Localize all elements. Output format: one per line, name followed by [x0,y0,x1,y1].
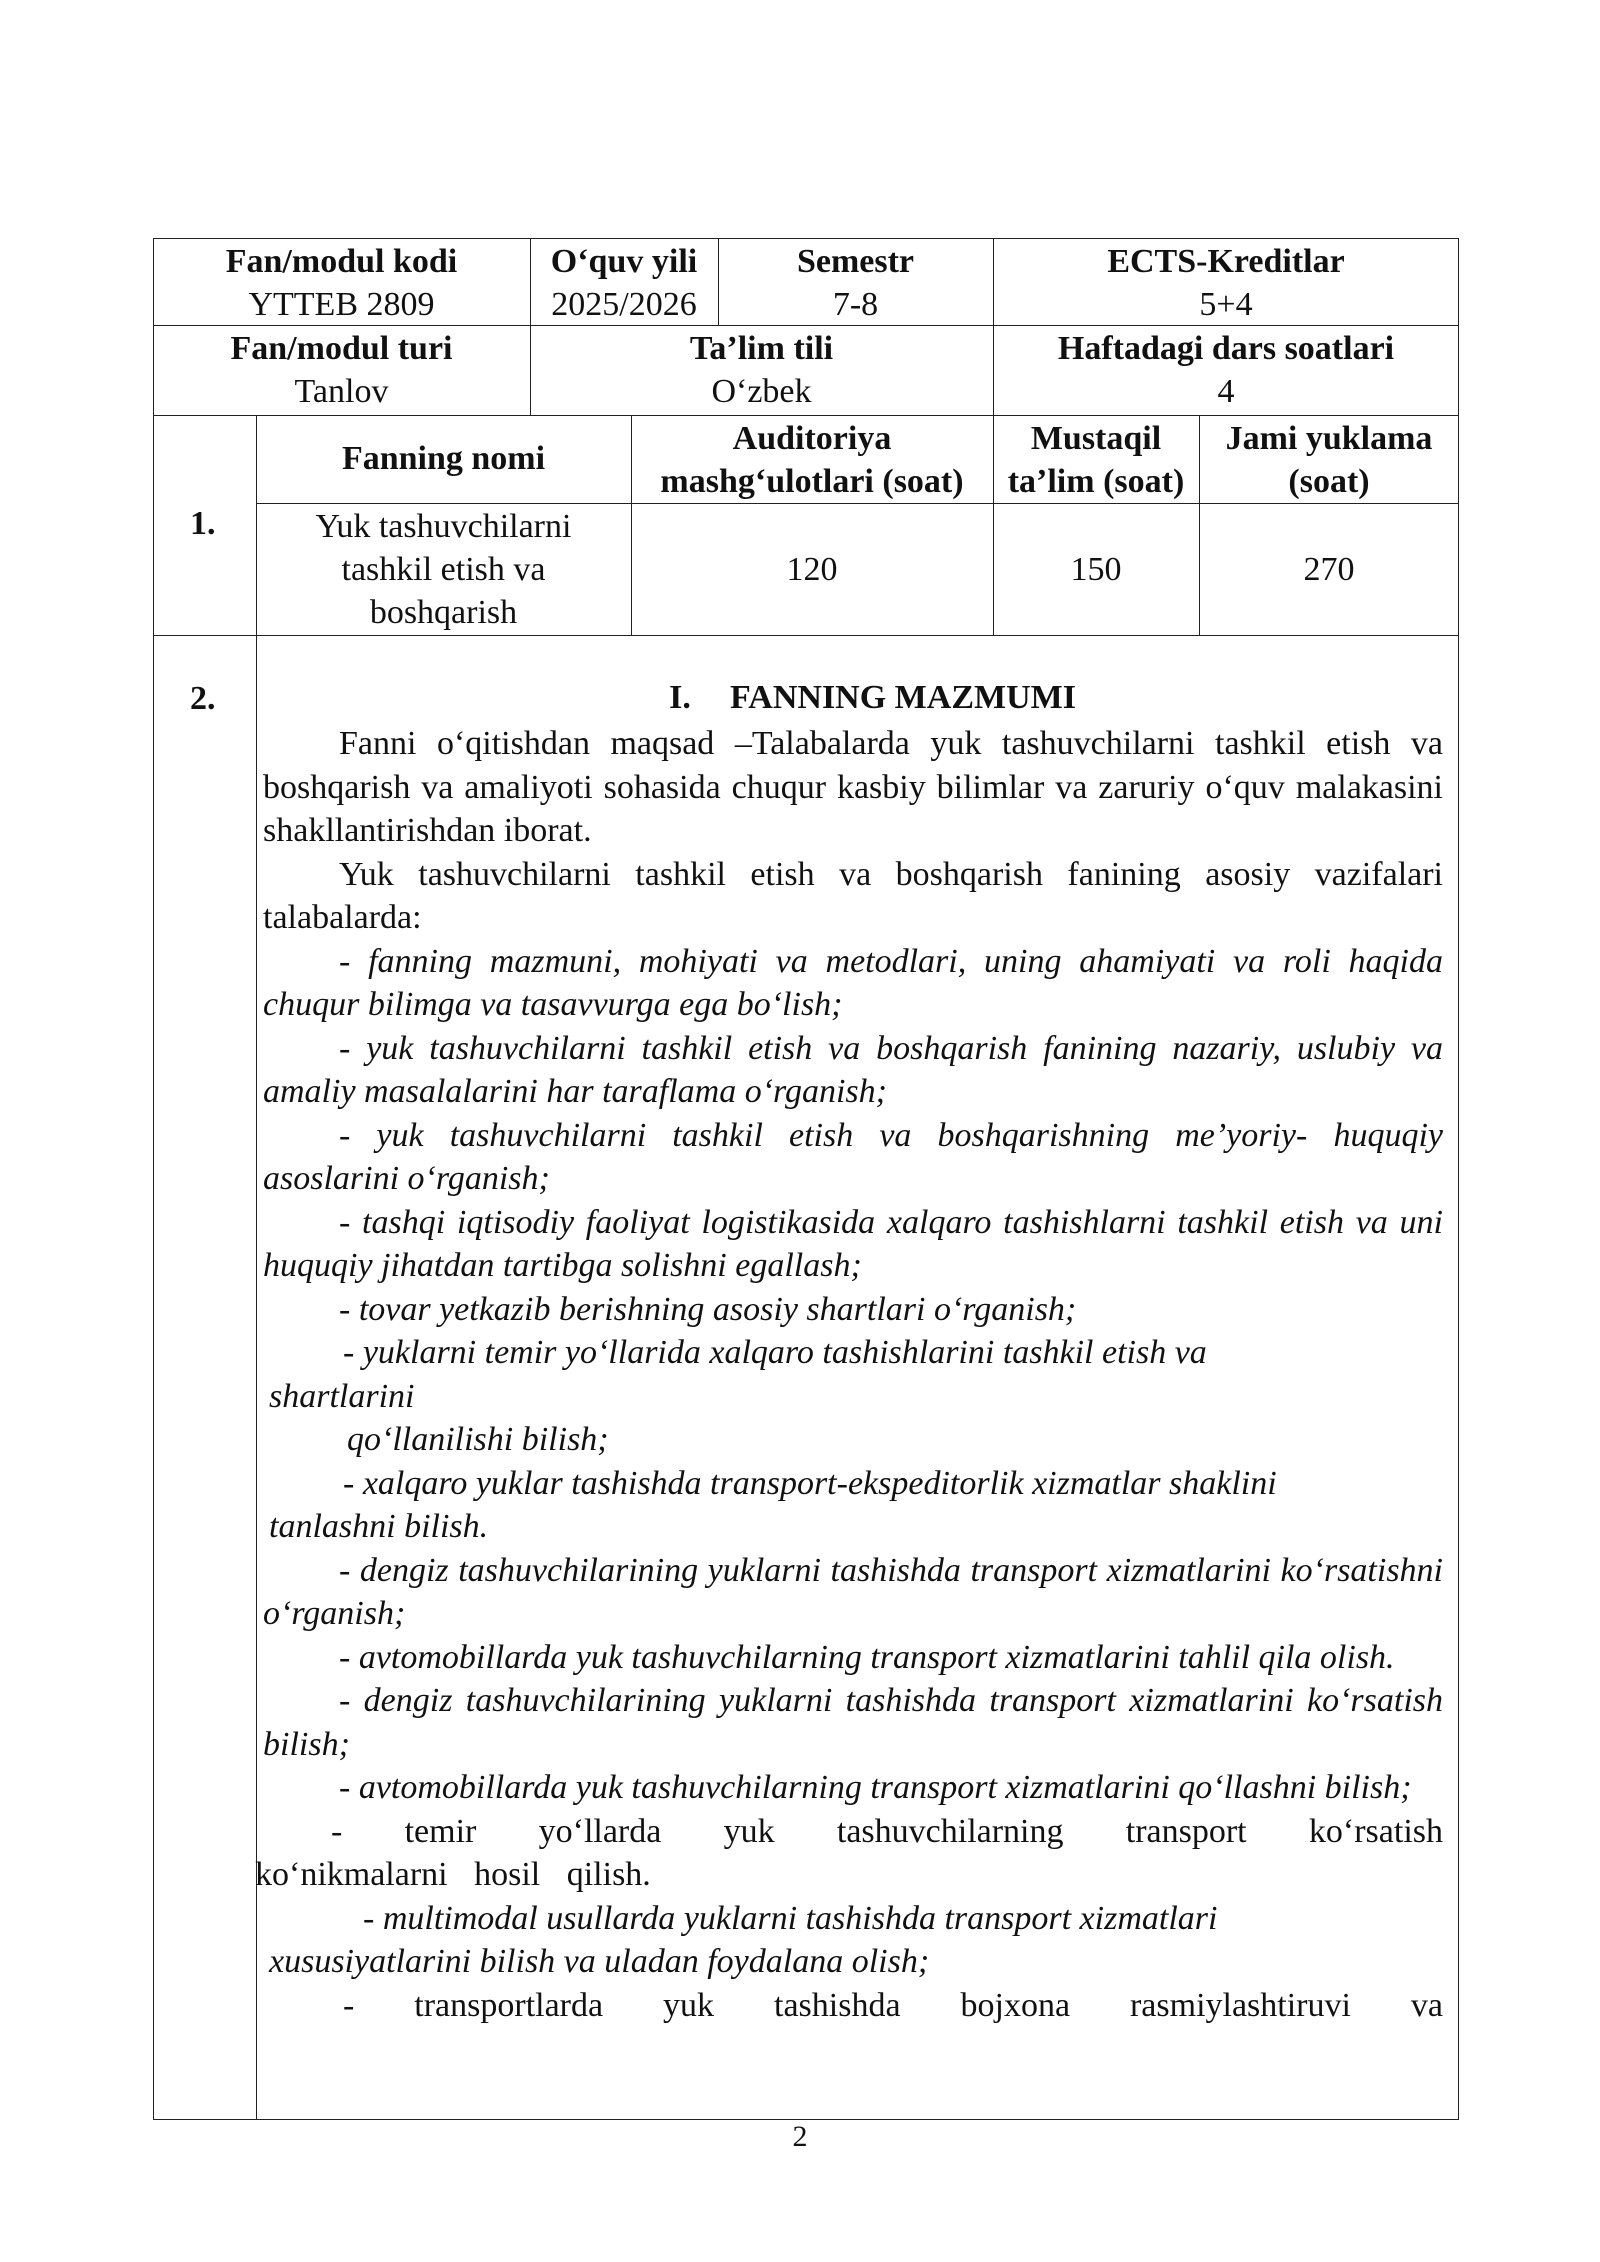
subject-name-line: boshqarish [369,594,518,631]
module-type-value: Tanlov [294,373,389,410]
weekly-hours-cell [993,327,1459,413]
task-item: - tashqi iqtisodiy faoliyat logistikasida xalqaro tashishlarni tashkil etish va uni huquqiy jihatdan tartibga solishni egallash; [263,1203,1443,1284]
academic-year-cell [530,240,718,326]
section-body [255,722,1443,2027]
auditorium-header-line: Auditoriya [732,420,892,457]
task-item [263,1331,1443,1462]
page-number: 2 [792,2120,808,2153]
auditorium-hours-header [631,417,993,503]
subject-name-line: tashkil etish va [341,551,546,588]
module-code-label: Fan/modul kodi [225,243,458,280]
row-number-2: 2. [190,680,216,717]
total-hours-header [1199,417,1459,503]
table-rule [153,415,1459,416]
task-item: - yuk tashuvchilarni tashkil etish va boshqarish fanining nazariy, uslubiy va amaliy masalalarini har taraflama o‘rganish; [263,1029,1443,1110]
task-item-line: shartlarini [269,1377,415,1415]
task-item: - tovar yetkazib berishning asosiy shartlari o‘rganish; [339,1290,1077,1328]
task-item [263,1462,1443,1549]
task-item: - transportlarda yuk tashishda bojxona rasmiylashtiruvi va [343,1986,1443,2024]
task-item: - fanning mazmuni, mohiyati va metodlari, uning ahamiyati va roli haqida chuqur bilimga va tasavvurga ega bo‘lish; [263,942,1443,1023]
weekly-hours-label: Haftadagi dars soatlari [1057,330,1395,367]
independent-header-line: ta’lim (soat) [1007,463,1185,500]
module-type-label: Fan/modul turi [230,330,453,367]
task-item-line: qo‘llanilishi bilish; [347,1421,609,1458]
independent-header-line: Mustaqil [1030,420,1162,457]
total-header-line: Jami yuklama [1225,420,1433,457]
language-cell [530,327,993,413]
module-code-value: YTTEB 2809 [248,286,435,323]
table-rule [256,503,1459,504]
task-item-line: - multimodal usullarda yuklarni tashishda transport xizmatlari [363,1899,1218,1937]
academic-year-label: O‘quv yili [550,243,698,280]
task-item: - dengiz tashuvchilarining yuklarni tashishda transport xizmatlarini ko‘rsatishni o‘rganish; [263,1551,1443,1632]
independent-hours-header [993,417,1199,503]
section-heading [263,676,1443,719]
independent-hours-value: 150 [1070,551,1122,588]
auditorium-hours-value: 120 [786,551,838,588]
task-item [263,1897,1443,1984]
subject-name-line: Yuk tashuvchilarni [315,508,572,545]
task-item: - dengiz tashuvchilarining yuklarni tashishda transport xizmatlarini ko‘rsatish bilish; [263,1682,1443,1763]
task-item-line: tanlashni bilish. [269,1508,489,1545]
language-label: Ta’lim tili [689,330,834,367]
module-type-cell [153,327,530,413]
academic-year-value: 2025/2026 [551,286,697,323]
auditorium-header-line: mashg‘ulotlari (soat) [660,463,964,500]
ects-value: 5+4 [1199,286,1253,323]
task-item: - yuk tashuvchilarni tashkil etish va boshqarishning me’yoriy- huquqiy asoslarini o‘rganish; [263,1116,1443,1197]
table-rule [153,635,1459,636]
semester-label: Semestr [796,243,915,280]
task-item: - temir yo‘llarda yuk tashuvchilarning transport ko‘rsatish ko‘nikmalarni hosil qilish. [255,1812,1443,1893]
task-item: - avtomobillarda yuk tashuvchilarning transport xizmatlarini qo‘llashni bilish; [339,1769,1412,1806]
task-item-line: - yuklarni temir yo‘llarida xalqaro tashishlarini tashkil etish va [343,1334,1207,1371]
section-roman-numeral: I. [669,679,691,716]
subject-name-value [256,505,631,634]
semester-cell [718,240,993,326]
total-header-line: (soat) [1288,463,1370,500]
section-heading-text: FANNING MAZMUMI [730,679,1076,716]
ects-label: ECTS-Kreditlar [1107,243,1345,280]
task-item: - avtomobillarda yuk tashuvchilarning transport xizmatlarini tahlil qila olish. [339,1638,1395,1676]
total-hours-value: 270 [1303,551,1355,588]
ects-cell [993,240,1459,326]
task-item-line: xususiyatlarini bilish va uladan foydalana olish; [269,1943,930,1980]
weekly-hours-value: 4 [1217,373,1235,410]
tasks-intro-paragraph: Yuk tashuvchilarni tashkil etish va boshqarish fanining asosiy vazifalari talabalarda: [263,855,1443,936]
language-value: O‘zbek [711,373,812,410]
task-item-line: - xalqaro yuklar tashishda transport-ekspeditorlik xizmatlar shaklini [343,1464,1277,1502]
module-code-cell [153,240,530,326]
semester-value: 7-8 [832,286,879,323]
row-number-1: 1. [190,505,216,542]
subject-name-header: Fanning nomi [341,440,546,477]
goal-paragraph: Fanni o‘qitishdan maqsad –Talabalarda yuk tashuvchilarni tashkil etish va boshqarish va amaliyoti sohasida chuqur kasbiy bilimlar va zaruriy o‘quv malakasini shakllantirishdan iborat. [263,725,1443,849]
